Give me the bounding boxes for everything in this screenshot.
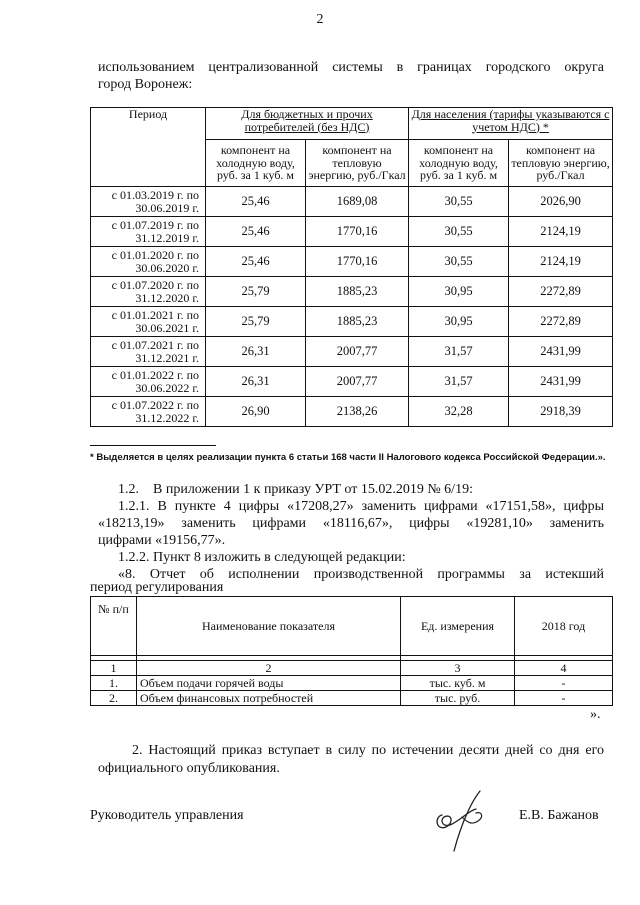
- report-num-cell: 2.: [91, 691, 137, 706]
- section-8-line-2: период регулирования: [90, 580, 224, 595]
- index-cell: 3: [401, 661, 515, 676]
- signature-title: Руководитель управления: [90, 808, 244, 823]
- budget-heat-cell: 2007,77: [306, 367, 409, 397]
- index-cell: 4: [515, 661, 613, 676]
- report-num-cell: 1.: [91, 676, 137, 691]
- page-number: 2: [316, 12, 324, 27]
- population-heat-cell: 2431,99: [509, 367, 613, 397]
- report-index-row: [91, 661, 613, 676]
- report-unit-cell: тыс. куб. м: [401, 676, 515, 691]
- budget-heat-cell: 2138,26: [306, 397, 409, 427]
- budget-cold-cell: 26,31: [206, 367, 306, 397]
- section-1-2: 1.2. В приложении 1 к приказу УРТ от 15.02.2019 № 6/19:: [118, 482, 473, 497]
- report-col-year: 2018 год: [515, 597, 613, 656]
- report-header-row: [91, 597, 613, 656]
- signature-name: Е.В. Бажанов: [519, 808, 599, 823]
- sub-budget-cold: компонент на холодную воду, руб. за 1 куб. м: [206, 140, 306, 187]
- table-row: [91, 187, 613, 217]
- period-cell: с 01.01.2020 г. по 30.06.2020 г.: [91, 247, 206, 277]
- population-heat-cell: 2431,99: [509, 337, 613, 367]
- period-cell: с 01.07.2020 г. по 31.12.2020 г.: [91, 277, 206, 307]
- table-row: [91, 691, 613, 706]
- budget-cold-cell: 25,46: [206, 217, 306, 247]
- table-row: [91, 367, 613, 397]
- section-1-2-1-line-2: «18213,19» заменить цифрами «18116,67», цифры «19281,10» заменить: [98, 516, 604, 531]
- population-cold-cell: 30,95: [409, 277, 509, 307]
- group-budget-header: [206, 108, 409, 140]
- group-population-header: [409, 108, 613, 140]
- budget-heat-cell: 1770,16: [306, 247, 409, 277]
- report-col-num: № п/п: [91, 597, 137, 656]
- table-row: [91, 217, 613, 247]
- report-value-cell: -: [515, 691, 613, 706]
- section-8-line-1: «8. Отчет об исполнении производственной программы за истекший: [118, 567, 604, 582]
- sub-population-heat: компонент на тепловую энергию, руб./Гкал: [509, 140, 613, 187]
- group-population-label: Для населения (тарифы указываются с учетом НДС) *: [411, 107, 610, 134]
- population-cold-cell: 30,55: [409, 217, 509, 247]
- population-heat-cell: 2124,19: [509, 247, 613, 277]
- intro-line-1: использованием централизованной системы в границах городского округа: [98, 60, 604, 75]
- population-heat-cell: 2124,19: [509, 217, 613, 247]
- budget-heat-cell: 1770,16: [306, 217, 409, 247]
- budget-cold-cell: 25,79: [206, 277, 306, 307]
- report-name-cell: Объем подачи горячей воды: [137, 676, 401, 691]
- population-heat-cell: 2272,89: [509, 307, 613, 337]
- budget-cold-cell: 26,31: [206, 337, 306, 367]
- population-heat-cell: 2918,39: [509, 397, 613, 427]
- period-cell: с 01.03.2019 г. по 30.06.2019 г.: [91, 187, 206, 217]
- budget-heat-cell: 1689,08: [306, 187, 409, 217]
- section-2-line-1: 2. Настоящий приказ вступает в силу по истечении десяти дней со дня его: [132, 743, 604, 758]
- period-cell: с 01.01.2022 г. по 30.06.2022 г.: [91, 367, 206, 397]
- population-cold-cell: 32,28: [409, 397, 509, 427]
- report-col-name: Наименование показателя: [137, 597, 401, 656]
- budget-heat-cell: 1885,23: [306, 277, 409, 307]
- population-cold-cell: 30,55: [409, 247, 509, 277]
- population-cold-cell: 30,55: [409, 187, 509, 217]
- population-cold-cell: 30,95: [409, 307, 509, 337]
- table-row: [91, 307, 613, 337]
- report-table: [90, 596, 613, 706]
- index-cell: 1: [91, 661, 137, 676]
- report-col-unit: Ед. измерения: [401, 597, 515, 656]
- handwritten-signature: [432, 787, 502, 857]
- index-cell: 2: [137, 661, 401, 676]
- intro-line-2: город Воронеж:: [98, 77, 193, 92]
- population-cold-cell: 31,57: [409, 367, 509, 397]
- tariff-header-row: [91, 108, 613, 140]
- section-1-2-1-line-3: цифрами «19156,77».: [98, 533, 226, 548]
- section-1-2-1-line-1: 1.2.1. В пункте 4 цифры «17208,27» заменить цифрами «17151,58», цифры: [118, 499, 604, 514]
- report-name-cell: Объем финансовых потребностей: [137, 691, 401, 706]
- budget-cold-cell: 25,79: [206, 307, 306, 337]
- population-cold-cell: 31,57: [409, 337, 509, 367]
- budget-cold-cell: 25,46: [206, 247, 306, 277]
- period-cell: с 01.01.2021 г. по 30.06.2021 г.: [91, 307, 206, 337]
- population-heat-cell: 2272,89: [509, 277, 613, 307]
- footnote: * Выделяется в целях реализации пункта 6 статьи 168 части II Налогового кодекса Российской Федерации.».: [90, 452, 606, 463]
- section-2-line-2: официального опубликования.: [98, 761, 280, 776]
- budget-heat-cell: 2007,77: [306, 337, 409, 367]
- table-row: [91, 676, 613, 691]
- period-cell: с 01.07.2022 г. по 31.12.2022 г.: [91, 397, 206, 427]
- table-row: [91, 397, 613, 427]
- budget-heat-cell: 1885,23: [306, 307, 409, 337]
- table-row: [91, 337, 613, 367]
- group-budget-label: Для бюджетных и прочих потребителей (без НДС): [241, 107, 373, 134]
- sub-budget-heat: компонент на тепловую энергию, руб./Гкал: [306, 140, 409, 187]
- period-cell: с 01.07.2021 г. по 31.12.2021 г.: [91, 337, 206, 367]
- tariff-table: [90, 107, 613, 427]
- period-cell: с 01.07.2019 г. по 31.12.2019 г.: [91, 217, 206, 247]
- section-1-2-2: 1.2.2. Пункт 8 изложить в следующей редакции:: [118, 550, 406, 565]
- report-value-cell: -: [515, 676, 613, 691]
- closing-quote: ».: [590, 707, 601, 722]
- budget-cold-cell: 26,90: [206, 397, 306, 427]
- table-row: [91, 277, 613, 307]
- footnote-rule: [90, 445, 216, 446]
- budget-cold-cell: 25,46: [206, 187, 306, 217]
- population-heat-cell: 2026,90: [509, 187, 613, 217]
- col-period-header: Период: [91, 108, 206, 187]
- sub-population-cold: компонент на холодную воду, руб. за 1 куб. м: [409, 140, 509, 187]
- report-unit-cell: тыс. руб.: [401, 691, 515, 706]
- table-row: [91, 247, 613, 277]
